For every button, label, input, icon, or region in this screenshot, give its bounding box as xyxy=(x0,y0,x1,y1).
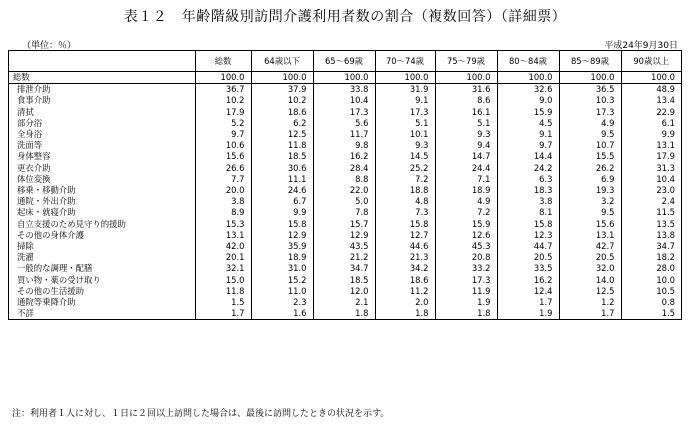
value-cell: 10.6 xyxy=(195,140,251,151)
footnote: 注：利用者１人に対し、１日に２回以上訪問した場合は、最後に訪問したときの状況を示す。 xyxy=(12,409,390,419)
column-header: 65～69歳 xyxy=(313,51,375,72)
value-cell: 15.8 xyxy=(375,219,435,230)
column-header: 85～89歳 xyxy=(559,51,621,72)
value-cell: 17.3 xyxy=(313,107,375,118)
value-cell: 6.9 xyxy=(559,174,621,185)
table-row xyxy=(9,151,681,162)
value-cell: 21.2 xyxy=(313,252,375,263)
row-label: 食事介助 xyxy=(17,95,51,106)
value-cell: 24.6 xyxy=(251,185,313,196)
value-cell: 1.9 xyxy=(435,297,497,308)
value-cell: 1.8 xyxy=(435,308,497,319)
value-cell: 10.2 xyxy=(195,95,251,106)
table-row xyxy=(9,207,681,218)
value-cell: 18.6 xyxy=(375,275,435,286)
value-cell: 42.7 xyxy=(559,241,621,252)
value-cell: 6.7 xyxy=(251,196,313,207)
value-cell: 33.8 xyxy=(313,84,375,96)
table-row xyxy=(9,252,681,263)
row-label: 全身浴 xyxy=(17,129,43,140)
column-header: 75～79歳 xyxy=(435,51,497,72)
value-cell: 12.0 xyxy=(313,286,375,297)
value-cell: 12.7 xyxy=(375,230,435,241)
row-label: 一般的な調理・配膳 xyxy=(17,263,93,274)
value-cell: 10.5 xyxy=(621,286,681,297)
value-cell: 9.4 xyxy=(435,140,497,151)
value-cell: 34.7 xyxy=(621,241,681,252)
value-cell: 10.0 xyxy=(621,275,681,286)
table-row xyxy=(9,263,681,274)
table-row xyxy=(9,219,681,230)
value-cell: 13.8 xyxy=(621,230,681,241)
value-cell: 9.3 xyxy=(435,129,497,140)
row-label: 移乗・移動介助 xyxy=(17,185,76,196)
value-cell: 11.8 xyxy=(251,140,313,151)
value-cell: 5.6 xyxy=(313,118,375,129)
row-label: 体位変換 xyxy=(17,173,51,184)
value-cell: 8.9 xyxy=(195,207,251,218)
value-cell: 18.6 xyxy=(251,107,313,118)
value-cell: 2.4 xyxy=(621,196,681,207)
value-cell: 34.7 xyxy=(313,263,375,274)
value-cell: 25.2 xyxy=(375,163,435,174)
value-cell: 15.9 xyxy=(497,107,559,118)
value-cell: 5.0 xyxy=(313,196,375,207)
value-cell: 15.8 xyxy=(251,219,313,230)
value-cell: 20.8 xyxy=(435,252,497,263)
value-cell: 14.0 xyxy=(559,275,621,286)
value-cell: 1.2 xyxy=(559,297,621,308)
row-label: 掃除 xyxy=(17,241,34,252)
value-cell: 9.0 xyxy=(497,95,559,106)
value-cell: 18.3 xyxy=(497,185,559,196)
column-header: 64歳以下 xyxy=(251,51,313,72)
value-cell: 15.9 xyxy=(435,219,497,230)
value-cell: 4.8 xyxy=(375,196,435,207)
value-cell: 11.8 xyxy=(195,286,251,297)
value-cell: 15.7 xyxy=(313,219,375,230)
row-label: 通院・外出介助 xyxy=(17,196,76,207)
value-cell: 12.9 xyxy=(313,230,375,241)
value-cell: 5.1 xyxy=(435,118,497,129)
table-row xyxy=(9,286,681,297)
row-label: 通院等乗降介助 xyxy=(17,297,76,308)
value-cell: 1.5 xyxy=(195,297,251,308)
value-cell: 20.5 xyxy=(559,252,621,263)
value-cell: 7.2 xyxy=(375,174,435,185)
unit-label: （単位：％） xyxy=(22,41,77,51)
value-cell: 18.5 xyxy=(251,151,313,162)
value-cell: 1.7 xyxy=(195,308,251,319)
value-cell: 11.9 xyxy=(435,286,497,297)
value-cell: 18.5 xyxy=(313,275,375,286)
value-cell: 100.0 xyxy=(375,72,435,84)
value-cell: 34.2 xyxy=(375,263,435,274)
value-cell: 13.1 xyxy=(621,140,681,151)
value-cell: 1.9 xyxy=(497,308,559,319)
row-label: 総数 xyxy=(9,72,195,84)
value-cell: 12.5 xyxy=(251,129,313,140)
row-label: 部分浴 xyxy=(17,117,43,128)
row-label: 起床・就寝介助 xyxy=(17,207,76,218)
value-cell: 8.6 xyxy=(435,95,497,106)
table-row xyxy=(9,185,681,196)
value-cell: 28.4 xyxy=(313,163,375,174)
value-cell: 13.5 xyxy=(621,219,681,230)
value-cell: 20.5 xyxy=(497,252,559,263)
value-cell: 1.8 xyxy=(313,308,375,319)
row-label: 買い物・薬の受け取り xyxy=(17,274,101,285)
table-row xyxy=(9,297,681,308)
value-cell: 9.9 xyxy=(251,207,313,218)
value-cell: 31.9 xyxy=(375,84,435,96)
value-cell: 7.8 xyxy=(313,207,375,218)
value-cell: 7.7 xyxy=(195,174,251,185)
value-cell: 6.1 xyxy=(621,118,681,129)
value-cell: 20.0 xyxy=(195,185,251,196)
value-cell: 1.8 xyxy=(375,308,435,319)
value-cell: 1.7 xyxy=(559,308,621,319)
value-cell: 9.7 xyxy=(497,140,559,151)
row-label: 身体整容 xyxy=(17,151,51,162)
value-cell: 2.0 xyxy=(375,297,435,308)
value-cell: 11.2 xyxy=(375,286,435,297)
value-cell: 15.8 xyxy=(497,219,559,230)
date-label: 平成24年9月30日 xyxy=(604,41,678,51)
value-cell: 5.1 xyxy=(375,118,435,129)
value-cell: 32.6 xyxy=(497,84,559,96)
value-cell: 9.8 xyxy=(313,140,375,151)
value-cell: 35.9 xyxy=(251,241,313,252)
value-cell: 9.5 xyxy=(559,129,621,140)
column-header: 総数 xyxy=(195,51,251,72)
value-cell: 8.1 xyxy=(497,207,559,218)
header-blank-cell xyxy=(9,51,195,72)
value-cell: 13.1 xyxy=(195,230,251,241)
value-cell: 17.9 xyxy=(195,107,251,118)
value-cell: 11.0 xyxy=(251,286,313,297)
value-cell: 17.3 xyxy=(435,275,497,286)
table-row xyxy=(9,84,681,96)
value-cell: 15.3 xyxy=(195,219,251,230)
value-cell: 44.7 xyxy=(497,241,559,252)
value-cell: 100.0 xyxy=(251,72,313,84)
value-cell: 7.2 xyxy=(435,207,497,218)
value-cell: 16.2 xyxy=(497,275,559,286)
value-cell: 10.7 xyxy=(559,140,621,151)
value-cell: 17.3 xyxy=(559,107,621,118)
value-cell: 33.2 xyxy=(435,263,497,274)
value-cell: 20.1 xyxy=(195,252,251,263)
value-cell: 3.2 xyxy=(559,196,621,207)
page-title: 表１２ 年齢階級別訪問介護利用者数の割合（複数回答）（詳細票） xyxy=(123,9,567,25)
value-cell: 9.5 xyxy=(559,207,621,218)
value-cell: 37.9 xyxy=(251,84,313,96)
value-cell: 30.6 xyxy=(251,163,313,174)
value-cell: 10.2 xyxy=(251,95,313,106)
value-cell: 15.6 xyxy=(195,151,251,162)
table-row xyxy=(9,95,681,106)
value-cell: 43.5 xyxy=(313,241,375,252)
value-cell: 4.9 xyxy=(435,196,497,207)
row-label: 清拭 xyxy=(17,106,34,117)
value-cell: 15.5 xyxy=(559,151,621,162)
value-cell: 23.0 xyxy=(621,185,681,196)
value-cell: 12.3 xyxy=(497,230,559,241)
row-label: その他の生活援助 xyxy=(17,285,84,296)
value-cell: 6.3 xyxy=(497,174,559,185)
value-cell: 11.5 xyxy=(621,207,681,218)
value-cell: 11.7 xyxy=(313,129,375,140)
value-cell: 36.7 xyxy=(195,84,251,96)
value-cell: 16.2 xyxy=(313,151,375,162)
value-cell: 3.8 xyxy=(195,196,251,207)
value-cell: 14.5 xyxy=(375,151,435,162)
value-cell: 44.6 xyxy=(375,241,435,252)
value-cell: 100.0 xyxy=(621,72,681,84)
value-cell: 18.2 xyxy=(621,252,681,263)
value-cell: 15.2 xyxy=(251,275,313,286)
table-row xyxy=(9,163,681,174)
value-cell: 18.9 xyxy=(251,252,313,263)
value-cell: 10.4 xyxy=(313,95,375,106)
value-cell: 12.4 xyxy=(497,286,559,297)
value-cell: 42.0 xyxy=(195,241,251,252)
value-cell: 24.4 xyxy=(435,163,497,174)
table-row xyxy=(9,174,681,185)
value-cell: 13.4 xyxy=(621,95,681,106)
value-cell: 1.5 xyxy=(621,308,681,319)
value-cell: 100.0 xyxy=(497,72,559,84)
table-row xyxy=(9,275,681,286)
value-cell: 9.1 xyxy=(497,129,559,140)
value-cell: 1.6 xyxy=(251,308,313,319)
value-cell: 10.4 xyxy=(621,174,681,185)
table-row xyxy=(9,140,681,151)
value-cell: 15.6 xyxy=(559,219,621,230)
column-header: 90歳以上 xyxy=(621,51,681,72)
table-body xyxy=(9,51,681,319)
value-cell: 100.0 xyxy=(435,72,497,84)
value-cell: 2.3 xyxy=(251,297,313,308)
value-cell: 22.9 xyxy=(621,107,681,118)
row-label: 洗濯 xyxy=(17,252,34,263)
value-cell: 19.3 xyxy=(559,185,621,196)
table-header-row xyxy=(9,51,681,72)
value-cell: 100.0 xyxy=(559,72,621,84)
value-cell: 12.6 xyxy=(435,230,497,241)
row-label: 更衣介助 xyxy=(17,162,51,173)
value-cell: 9.1 xyxy=(375,95,435,106)
value-cell: 7.3 xyxy=(375,207,435,218)
value-cell: 15.0 xyxy=(195,275,251,286)
value-cell: 18.9 xyxy=(435,185,497,196)
value-cell: 1.7 xyxy=(497,297,559,308)
table-row xyxy=(9,196,681,207)
value-cell: 4.5 xyxy=(497,118,559,129)
value-cell: 26.6 xyxy=(195,163,251,174)
row-label: 排泄介助 xyxy=(17,84,51,95)
value-cell: 6.2 xyxy=(251,118,313,129)
value-cell: 32.1 xyxy=(195,263,251,274)
value-cell: 26.2 xyxy=(559,163,621,174)
value-cell: 31.0 xyxy=(251,263,313,274)
value-cell: 7.1 xyxy=(435,174,497,185)
total-row xyxy=(9,72,681,84)
value-cell: 31.3 xyxy=(621,163,681,174)
value-cell: 48.9 xyxy=(621,84,681,96)
value-cell: 100.0 xyxy=(313,72,375,84)
value-cell: 0.8 xyxy=(621,297,681,308)
row-label: その他の身体介護 xyxy=(17,229,84,240)
value-cell: 10.3 xyxy=(559,95,621,106)
value-cell: 10.1 xyxy=(375,129,435,140)
value-cell: 9.7 xyxy=(195,129,251,140)
value-cell: 36.5 xyxy=(559,84,621,96)
value-cell: 100.0 xyxy=(195,72,251,84)
value-cell: 21.3 xyxy=(375,252,435,263)
value-cell: 4.9 xyxy=(559,118,621,129)
value-cell: 45.3 xyxy=(435,241,497,252)
value-cell: 12.9 xyxy=(251,230,313,241)
value-cell: 28.0 xyxy=(621,263,681,274)
table-row xyxy=(9,230,681,241)
value-cell: 18.8 xyxy=(375,185,435,196)
value-cell: 31.6 xyxy=(435,84,497,96)
data-table xyxy=(9,51,681,319)
value-cell: 11.1 xyxy=(251,174,313,185)
value-cell: 14.4 xyxy=(497,151,559,162)
value-cell: 33.5 xyxy=(497,263,559,274)
row-label: 不詳 xyxy=(17,308,34,319)
table-row xyxy=(9,118,681,129)
column-header: 70～74歳 xyxy=(375,51,435,72)
value-cell: 13.1 xyxy=(559,230,621,241)
value-cell: 24.2 xyxy=(497,163,559,174)
value-cell: 17.3 xyxy=(375,107,435,118)
table-row xyxy=(9,129,681,140)
table-row xyxy=(9,241,681,252)
value-cell: 5.2 xyxy=(195,118,251,129)
value-cell: 17.9 xyxy=(621,151,681,162)
value-cell: 12.5 xyxy=(559,286,621,297)
row-label: 自立支援のため見守り的援助 xyxy=(17,218,126,229)
value-cell: 16.1 xyxy=(435,107,497,118)
value-cell: 32.0 xyxy=(559,263,621,274)
value-cell: 9.9 xyxy=(621,129,681,140)
table-row xyxy=(9,107,681,118)
value-cell: 2.1 xyxy=(313,297,375,308)
value-cell: 9.3 xyxy=(375,140,435,151)
row-label: 洗面等 xyxy=(17,140,43,151)
value-cell: 22.0 xyxy=(313,185,375,196)
value-cell: 14.7 xyxy=(435,151,497,162)
value-cell: 3.8 xyxy=(497,196,559,207)
column-header: 80～84歳 xyxy=(497,51,559,72)
table-row xyxy=(9,308,681,319)
value-cell: 8.8 xyxy=(313,174,375,185)
